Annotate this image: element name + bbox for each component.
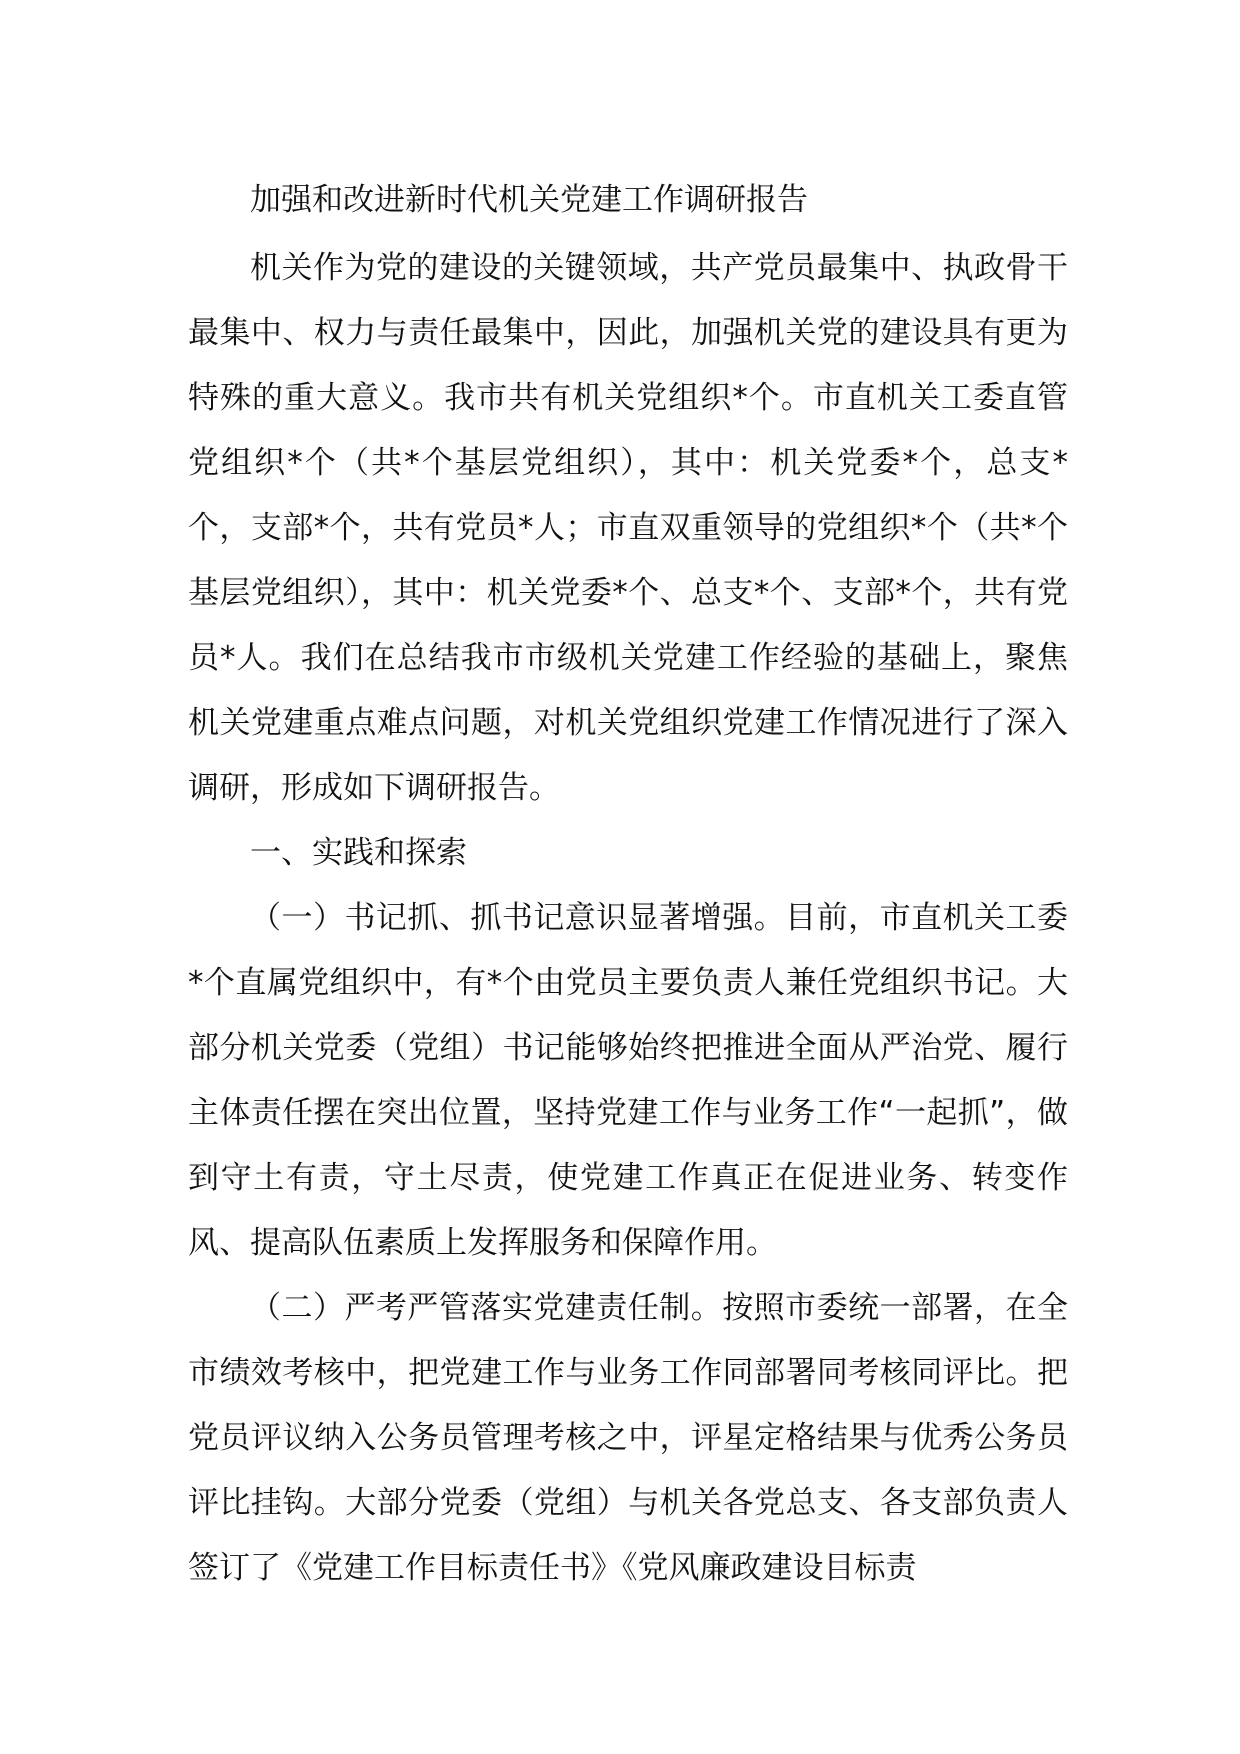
- paragraph-strict-assessment: （二）严考严管落实党建责任制。按照市委统一部署，在全市绩效考核中，把党建工作与业务工作同部署同考核同评比。把党员评议纳入公务员管理考核之中，评星定格结果与优秀公务员评比挂钩。大部分党委（党组）与机关各党总支、各支部负责人签订了《党建工作目标责任书》《党风廉政建设目标责: [188, 1290, 1068, 1586]
- section-heading-practice: 一、实践和探索: [250, 835, 467, 871]
- document-title: 加强和改进新时代机关党建工作调研报告: [250, 182, 808, 218]
- paragraph-secretary-responsibility: （一）书记抓、抓书记意识显著增强。目前，市直机关工委*个直属党组织中，有*个由党员主要负责人兼任党组织书记。大部分机关党委（党组）书记能够始终把推进全面从严治党、履行主体责任摆在突出位置，坚持党建工作与业务工作“一起抓”，做到守土有责，守土尽责，使党建工作真正在促进业务、转变作风、提高队伍素质上发挥服务和保障作用。: [188, 900, 1068, 1261]
- document-body: [188, 168, 1068, 1601]
- paragraph-intro: 机关作为党的建设的关键领域，共产党员最集中、执政骨干最集中、权力与责任最集中，因此，加强机关党的建设具有更为特殊的重大意义。我市共有机关党组织*个。市直机关工委直管党组织*个（共*个基层党组织），其中：机关党委*个，总支*个，支部*个，共有党员*人；市直双重领导的党组织*个（共*个基层党组织），其中：机关党委*个、总支*个、支部*个，共有党员*人。我们在总结我市市级机关党建工作经验的基础上，聚焦机关党建重点难点问题，对机关党组织党建工作情况进行了深入调研，形成如下调研报告。: [188, 250, 1068, 806]
